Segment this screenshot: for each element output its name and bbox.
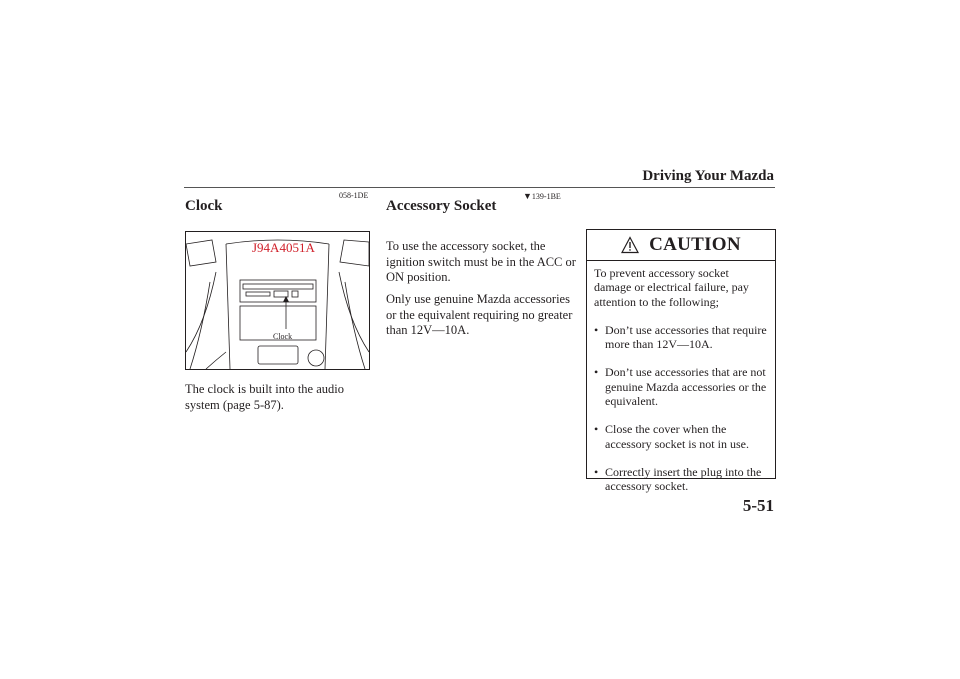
figure-label-clock: Clock: [273, 332, 293, 341]
triangle-down-icon: ▼: [523, 191, 532, 201]
accessory-code-text: 139-1BE: [531, 192, 561, 201]
bullet-icon: •: [594, 365, 599, 380]
caution-item-text: Don’t use accessories that are not genuine Mazda accessories or the equivalent.: [605, 365, 767, 409]
accessory-section-code: [523, 191, 561, 201]
header-title: Driving Your Mazda: [642, 168, 774, 184]
clock-description: The clock is built into the audio system (page 5-87).: [185, 382, 344, 412]
caution-item-text: Close the cover when the accessory socket is not in use.: [605, 422, 749, 451]
caution-box: [586, 229, 776, 494]
caution-title: CAUTION: [649, 234, 741, 255]
figure-code: J94A4051A: [252, 240, 315, 255]
accessory-heading: Accessory Socket: [386, 198, 497, 214]
caution-intro: To prevent accessory socket damage or electrical failure, pay attention to the following;: [594, 266, 749, 309]
bullet-icon: •: [594, 422, 599, 437]
page-number: 5-51: [742, 496, 774, 515]
caution-item-text: Correctly insert the plug into the accessory socket.: [605, 464, 762, 494]
caution-item: [594, 422, 768, 451]
caution-item-text: Don’t use accessories that require more than 12V—10A.: [605, 322, 767, 352]
clock-heading: Clock: [185, 198, 223, 214]
caution-item: [594, 323, 768, 352]
caution-item: [594, 465, 768, 494]
warning-triangle-icon: [621, 236, 639, 254]
clock-section-code: 058-1DE: [339, 191, 369, 200]
caution-header: [587, 230, 775, 261]
caution-item: [594, 365, 768, 408]
caution-body: [587, 261, 775, 494]
bullet-icon: •: [594, 464, 599, 479]
clock-figure: [185, 231, 370, 370]
accessory-paragraph-1: To use the accessory socket, the ignition switch must be in the ACC or ON position.: [386, 239, 576, 285]
accessory-paragraph-2: Only use genuine Mazda accessories or the equivalent requiring no greater than 12V—10A.: [386, 292, 573, 338]
header-rule: [184, 187, 775, 188]
bullet-icon: •: [594, 322, 599, 337]
